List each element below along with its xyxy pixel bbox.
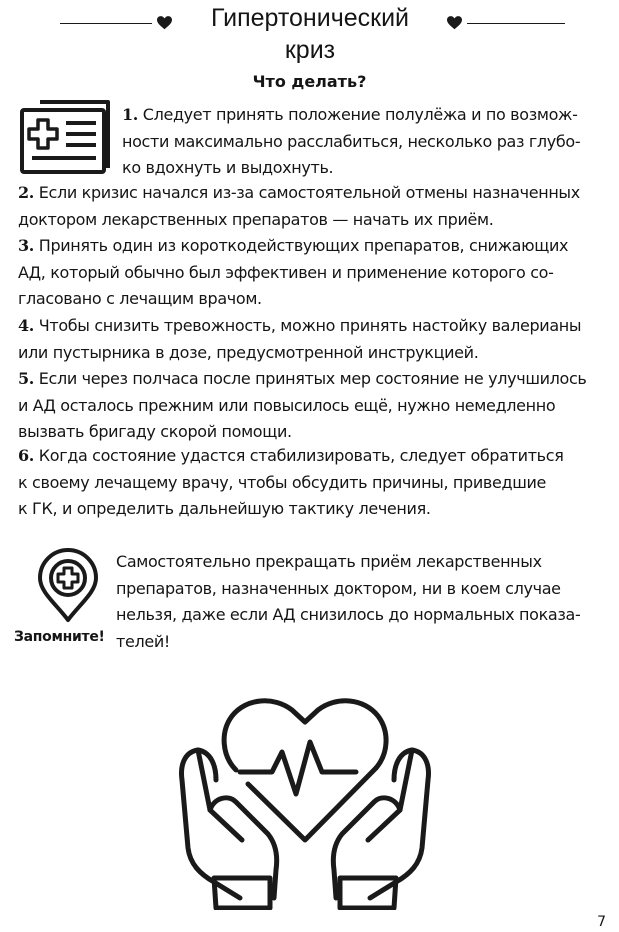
header-rule-right	[467, 23, 565, 24]
medical-card-icon	[18, 98, 112, 178]
step-1-line-2: ности максимально расслабиться, несколько раз глубо-	[122, 131, 581, 151]
page-number: 7	[597, 914, 606, 930]
remember-line-1: Самостоятельно прекращать приём лекарственных	[116, 552, 542, 571]
step-5-line-2: и АД осталось прежним или повысилось ещё, нужно немедленно	[18, 395, 556, 415]
page-title	[170, 2, 450, 66]
step-6-line-3: к ГК, и определить дальнейшую тактику лечения.	[18, 499, 431, 518]
step-1	[122, 102, 605, 182]
step-2-line-2: доктором лекарственных препаратов — начать их приём.	[18, 209, 494, 229]
step-3-line-2: АД, который обычно был эффективен и применение которого со-	[18, 262, 554, 282]
remember-label: Запомните!	[14, 629, 105, 645]
step-5-line-3: вызвать бригаду скорой помощи.	[18, 422, 292, 441]
step-5-number: 5.	[18, 369, 35, 388]
hands-heart-pulse-icon	[170, 688, 440, 910]
title-line-2: криз	[284, 36, 336, 64]
step-3	[18, 233, 605, 313]
step-6-line-2: к своему лечащему врачу, чтобы обсудить причины, приведшие	[18, 472, 547, 492]
remember-line-2: препаратов, назначенных доктором, ни в коем случае	[116, 578, 561, 598]
step-2	[18, 180, 605, 233]
step-5	[18, 366, 605, 446]
step-4	[18, 313, 605, 366]
step-1-line-3: ко вдохнуть и выдохнуть.	[122, 158, 334, 177]
remember-line-4: телей!	[116, 631, 170, 651]
step-1-number: 1.	[122, 105, 139, 124]
title-line-1: Гипертонический	[210, 4, 410, 32]
section-subtitle: Что делать?	[252, 72, 367, 91]
medical-location-pin-icon	[36, 548, 100, 624]
remember-line-3: нельзя, даже если АД снизилось до нормальных показа-	[116, 605, 581, 624]
step-5-line-1: Если через полчаса после принятых мер состояние не улучшилось	[38, 369, 587, 388]
step-2-line-1: Если кризис начался из-за самостоятельной отмены назначенных	[38, 183, 580, 202]
step-3-line-1: Принять один из короткодействующих препаратов, снижающих	[38, 236, 569, 255]
step-3-number: 3.	[18, 236, 35, 255]
step-6	[18, 443, 605, 523]
step-6-line-1: Когда состояние удастся стабилизировать, следует обратиться	[38, 446, 564, 465]
remember-note	[116, 549, 606, 655]
step-3-line-3: гласовано с лечащим врачом.	[18, 289, 262, 308]
step-4-line-2: или пустырника в дозе, предусмотренной инструкцией.	[18, 342, 479, 362]
step-6-number: 6.	[18, 446, 35, 465]
step-4-line-1: Чтобы снизить тревожность, можно принять настойку валерианы	[38, 316, 582, 335]
step-2-number: 2.	[18, 183, 35, 202]
step-4-number: 4.	[18, 316, 35, 335]
step-1-line-1: Следует принять положение полулёжа и по возмож-	[142, 105, 578, 124]
header-rule-left	[60, 23, 152, 24]
